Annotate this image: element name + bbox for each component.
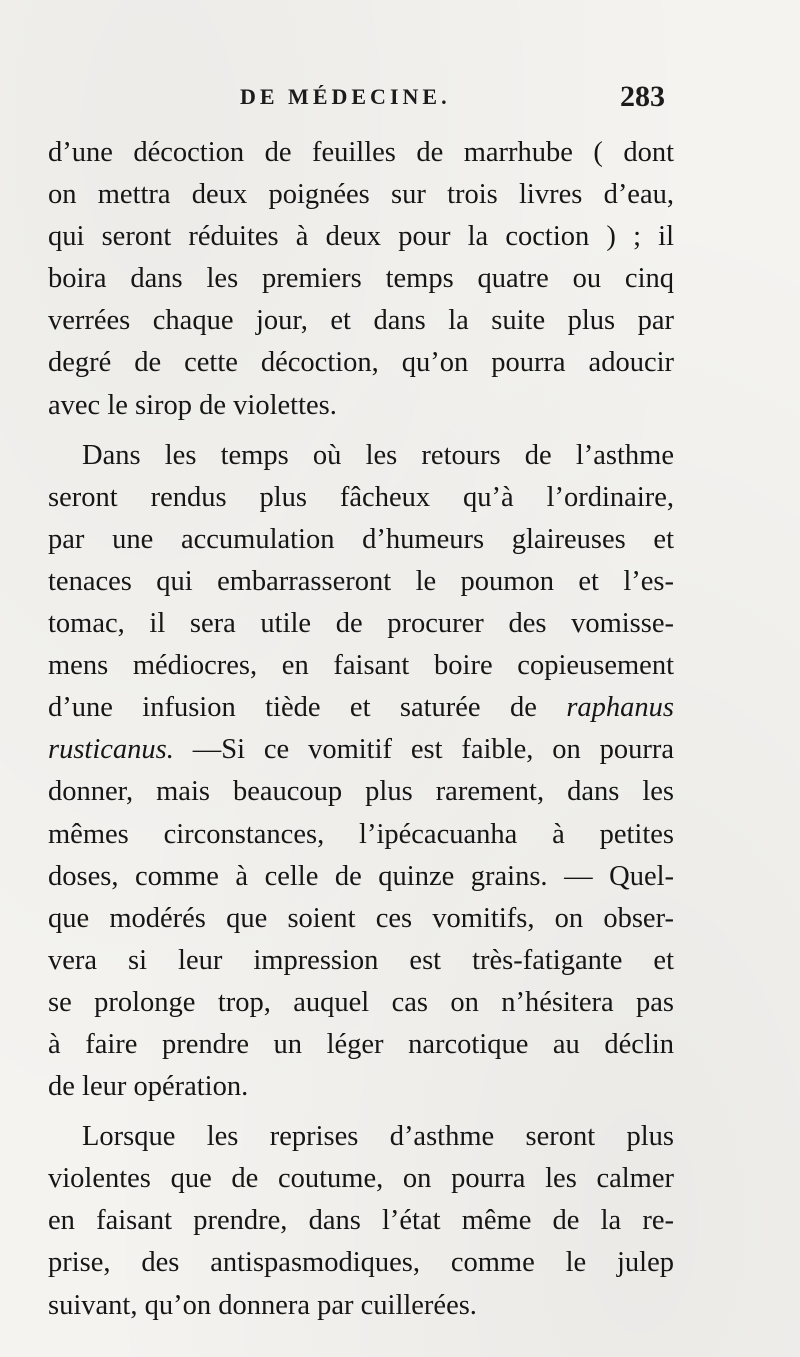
- text-line: suivant, qu’on donnera par cuillerées.: [48, 1289, 477, 1321]
- text-line: tenaces qui embarrasseront le poumon et l’es-: [48, 565, 674, 597]
- text-line: Lorsque les reprises d’asthme seront plus: [82, 1121, 674, 1153]
- text-line: degré de cette décoction, qu’on pourra adoucir: [48, 347, 674, 379]
- paragraph-3: [48, 1116, 674, 1326]
- text-line: d’une décoction de feuilles de marrhube ( dont: [48, 137, 674, 168]
- text-line: vera si leur impression est très-fatigante et: [48, 944, 674, 976]
- page-number: 283: [620, 80, 665, 113]
- text-line: boira dans les premiers temps quatre ou cinq: [48, 263, 674, 295]
- text-line: donner, mais beaucoup plus rarement, dans les: [48, 776, 674, 808]
- text-line: violentes que de coutume, on pourra les calmer: [48, 1163, 674, 1195]
- running-title: DE MÉDECINE.: [240, 84, 451, 109]
- text-line: mens médiocres, en faisant boire copieusement: [48, 650, 674, 682]
- running-head: [0, 80, 800, 124]
- text-line: à faire prendre un léger narcotique au déclin: [48, 1028, 674, 1060]
- text-line: en faisant prendre, dans l’état même de la re-: [48, 1205, 674, 1237]
- text-line: que modérés que soient ces vomitifs, on obser-: [48, 902, 674, 934]
- text-line: par une accumulation d’humeurs glaireuses et: [48, 523, 674, 555]
- text-line: tomac, il sera utile de procurer des vomisse-: [48, 608, 674, 640]
- body-text: [48, 132, 674, 1327]
- text-line: verrées chaque jour, et dans la suite plus par: [48, 305, 674, 337]
- text-line: qui seront réduites à deux pour la coction ) ; il: [48, 221, 674, 253]
- text-line: d’une infusion tiède et saturée de raphanus: [48, 692, 674, 724]
- paragraph-1: [48, 132, 674, 427]
- text-line: rusticanus. —Si ce vomitif est faible, on pourra: [48, 734, 674, 766]
- text-line: de leur opération.: [48, 1071, 249, 1103]
- text-line: se prolonge trop, auquel cas on n’hésitera pas: [48, 986, 674, 1018]
- text-line: doses, comme à celle de quinze grains. — Quel-: [48, 860, 674, 892]
- text-line: on mettra deux poignées sur trois livres d’eau,: [48, 179, 674, 211]
- text-line: Dans les temps où les retours de l’asthme: [82, 439, 674, 471]
- text-line: seront rendus plus fâcheux qu’à l’ordinaire,: [48, 481, 674, 513]
- paragraph-2: [48, 435, 674, 1109]
- text-line: prise, des antispasmodiques, comme le julep: [48, 1247, 674, 1279]
- text-line: avec le sirop de violettes.: [48, 389, 337, 421]
- text-line: mêmes circonstances, l’ipécacuanha à petites: [48, 818, 674, 850]
